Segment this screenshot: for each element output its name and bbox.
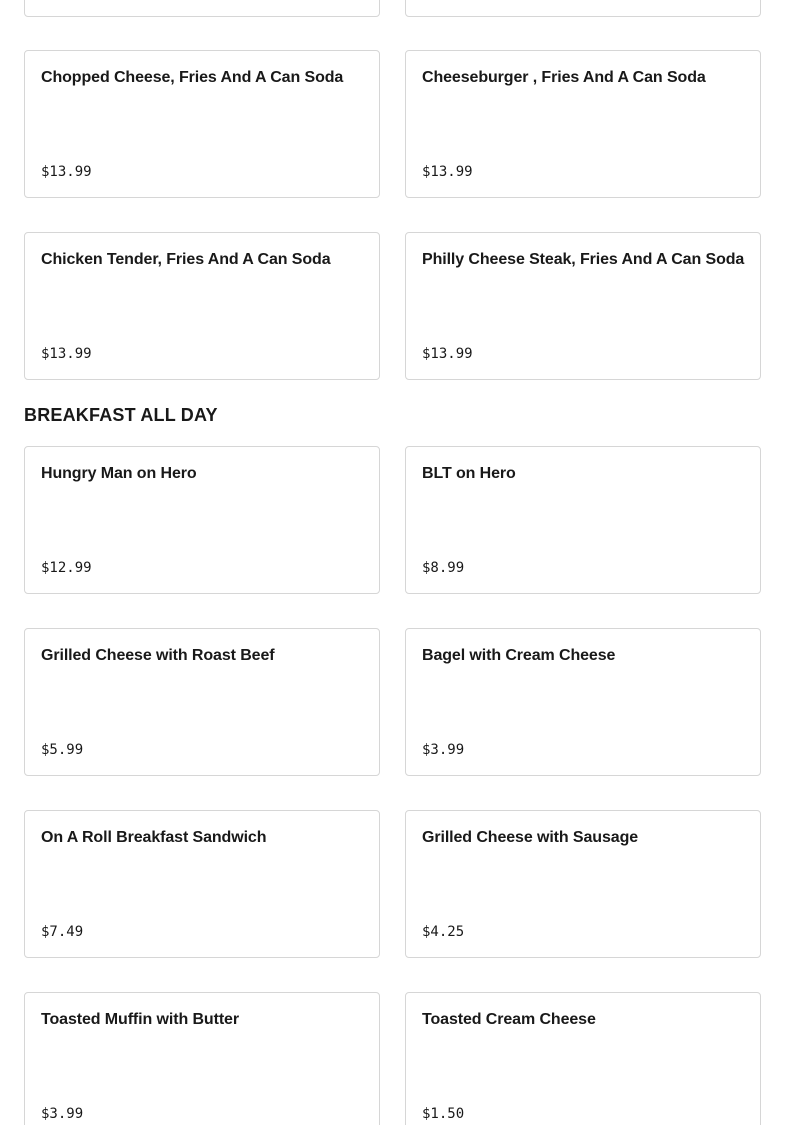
menu-item-name: Hungry Man on Hero	[41, 465, 197, 482]
menu-item-card[interactable]	[405, 810, 761, 958]
menu-item-card[interactable]	[405, 628, 761, 776]
menu-item-card[interactable]	[24, 50, 380, 198]
menu-item-card[interactable]	[24, 992, 380, 1125]
menu-item-price: $5.99	[41, 742, 84, 758]
menu-item-name: Chopped Cheese, Fries And A Can Soda	[41, 69, 344, 86]
menu-item-price: $13.99	[422, 164, 473, 180]
menu-item-price: $7.49	[41, 924, 84, 940]
menu-item-card[interactable]	[24, 446, 380, 594]
menu-item-name: Toasted Cream Cheese	[422, 1011, 596, 1028]
menu-item-card-partial[interactable]	[24, 0, 380, 17]
menu-item-card[interactable]	[24, 628, 380, 776]
menu-item-name: Toasted Muffin with Butter	[41, 1011, 239, 1028]
menu-item-name: On A Roll Breakfast Sandwich	[41, 829, 267, 846]
menu-item-price: $4.25	[422, 924, 465, 940]
menu-item-card[interactable]	[405, 992, 761, 1125]
menu-item-price: $12.99	[41, 560, 92, 576]
menu-item-name: Chicken Tender, Fries And A Can Soda	[41, 251, 331, 268]
menu-item-card[interactable]	[405, 232, 761, 380]
menu-item-card[interactable]	[24, 232, 380, 380]
menu-item-name: Philly Cheese Steak, Fries And A Can Soda	[422, 251, 745, 268]
menu-item-price: $13.99	[41, 346, 92, 362]
menu-item-card-partial[interactable]	[405, 0, 761, 17]
menu-item-name: Cheeseburger , Fries And A Can Soda	[422, 69, 706, 86]
menu-item-price: $8.99	[422, 560, 465, 576]
menu-item-price: $1.50	[422, 1106, 465, 1122]
menu-item-name: Grilled Cheese with Roast Beef	[41, 647, 275, 664]
menu-item-price: $13.99	[422, 346, 473, 362]
menu-item-name: Grilled Cheese with Sausage	[422, 829, 639, 846]
menu-item-card[interactable]	[24, 810, 380, 958]
menu-item-card[interactable]	[405, 50, 761, 198]
menu-item-card[interactable]	[405, 446, 761, 594]
menu-item-name: Bagel with Cream Cheese	[422, 647, 616, 664]
menu-item-price: $13.99	[41, 164, 92, 180]
menu-item-price: $3.99	[422, 742, 465, 758]
menu-item-price: $3.99	[41, 1106, 84, 1122]
section-heading-breakfast: BREAKFAST ALL DAY	[24, 405, 218, 425]
menu-item-name: BLT on Hero	[422, 465, 516, 482]
